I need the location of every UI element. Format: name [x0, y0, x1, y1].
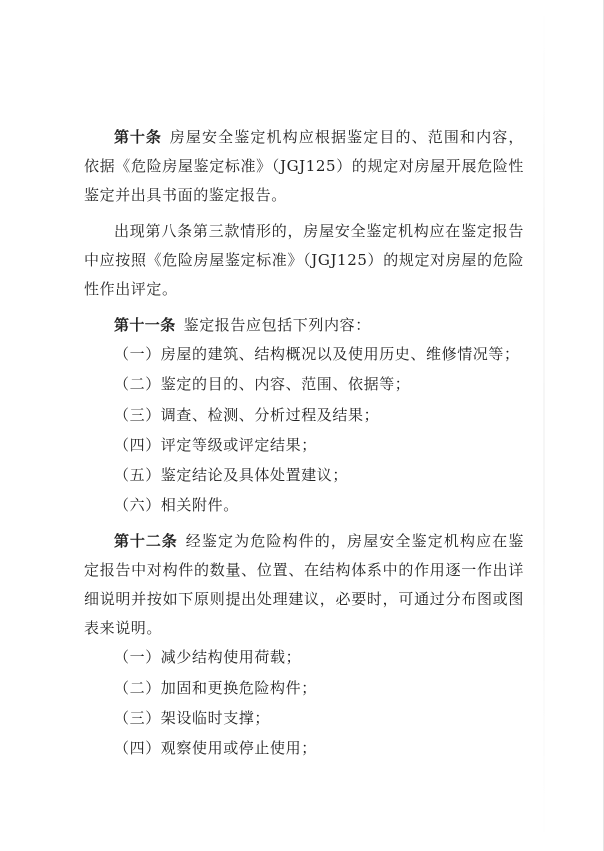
article-11-item-5: （五）鉴定结论及具体处置建议； — [114, 466, 349, 485]
article-10-paragraph — [84, 123, 524, 210]
article-11-heading: 第十一条 — [114, 316, 176, 334]
article-12-item-3: （三）架设临时支撑； — [114, 709, 271, 728]
article-12-item-4: （四）观察使用或停止使用； — [114, 739, 317, 758]
article-11-item-6: （六）相关附件。 — [114, 496, 239, 515]
article-12-text: 经鉴定为危险构件的，房屋安全鉴定机构应在鉴定报告中对构件的数量、位置、在结构体系中的作用逐一作出详细说明并按如下原则提出处理建议，必要时，可通过分布图或图表来说明。 — [84, 532, 524, 638]
scan-shadow — [543, 0, 545, 851]
article-11-item-2: （二）鉴定的目的、内容、范围、依据等； — [114, 375, 411, 394]
document-body — [84, 123, 524, 763]
article-10-text: 房屋安全鉴定机构应根据鉴定目的、范围和内容，依据《危险房屋鉴定标准》（JGJ125）的规定对房屋开展危险性鉴定并出具书面的鉴定报告。 — [84, 128, 525, 204]
article-10-paragraph-2: 出现第八条第三款情形的，房屋安全鉴定机构应在鉴定报告中应按照《危险房屋鉴定标准》（JGJ125）的规定对房屋的危险性作出评定。 — [84, 222, 524, 298]
article-11-item-1: （一）房屋的建筑、结构概况以及使用历史、维修情况等； — [114, 345, 520, 363]
article-11-paragraph — [84, 311, 524, 340]
article-12-heading: 第十二条 — [114, 532, 178, 551]
article-10-heading: 第十条 — [114, 128, 162, 146]
article-12-item-2: （二）加固和更换危险构件； — [114, 678, 317, 697]
article-12-item-1: （一）减少结构使用荷载； — [114, 648, 302, 667]
article-11-text: 鉴定报告应包括下列内容： — [183, 316, 371, 334]
article-12-paragraph — [84, 527, 524, 643]
article-11-item-4: （四）评定等级或评定结果； — [114, 435, 317, 454]
article-11-item-3: （三）调查、检测、分析过程及结果； — [114, 405, 380, 424]
